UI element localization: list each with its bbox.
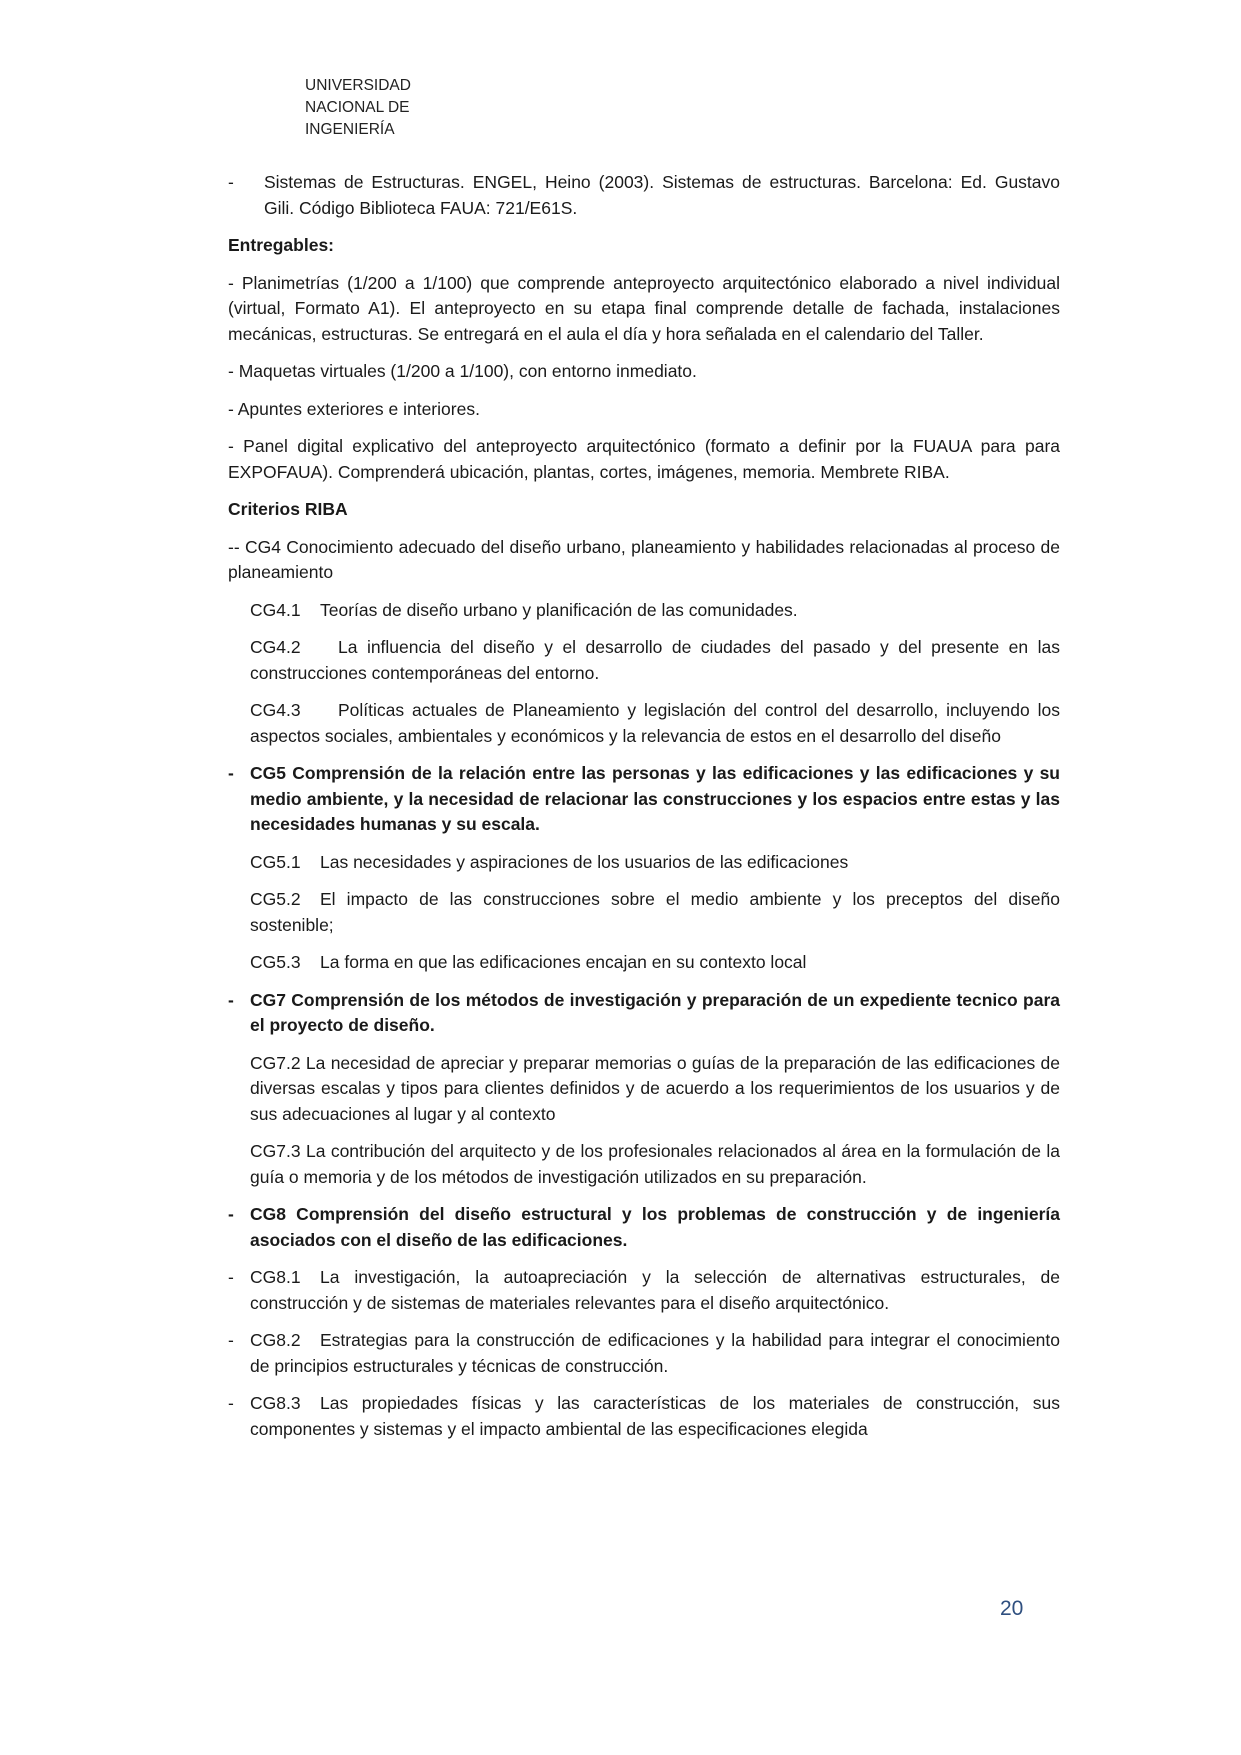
cg7-title: [228, 988, 1060, 1039]
criterion-item: [228, 635, 1060, 686]
criterion-item: [228, 698, 1060, 749]
cg7-title-text: CG7 Comprensión de los métodos de investigación y preparación de un expediente tecnico para el proyecto de diseño.: [250, 989, 1060, 1035]
criterion-code: CG4.2: [250, 637, 301, 657]
criterion-item: [228, 1139, 1060, 1190]
entregables-heading: Entregables:: [228, 235, 334, 255]
criterion-item: [228, 1051, 1060, 1128]
list-dash: -: [228, 1330, 234, 1350]
criterion-code: CG5.1: [250, 851, 301, 872]
criterion-text: Estrategias para la construcción de edificaciones y la habilidad para integrar el conocimiento de principios estructurales y técnicas de construcción.: [250, 1330, 1060, 1376]
criterion-item: [228, 950, 1060, 976]
criterion-text: Las propiedades físicas y las características de los materiales de construcción, sus componentes y sistemas y el impacto ambiental de las especificaciones elegida: [250, 1393, 1060, 1439]
criterios-heading: Criterios RIBA: [228, 499, 348, 519]
criterion-text: La influencia del diseño y el desarrollo de ciudades del pasado y del presente en las construcciones contemporáneas del entorno.: [250, 637, 1060, 683]
entregable-item: - Apuntes exteriores e interiores.: [228, 398, 480, 419]
criterion-code: CG8.3: [250, 1393, 301, 1413]
criterion-item: [228, 850, 1060, 876]
list-dash: -: [228, 1267, 234, 1287]
institution-header: [305, 75, 411, 141]
criterion-item: [228, 1265, 1060, 1316]
criterion-text: Teorías de diseño urbano y planificación de las comunidades.: [320, 599, 798, 620]
list-dash: -: [228, 989, 234, 1010]
bibliography-entry: [228, 170, 1060, 221]
cg8-title: [228, 1202, 1060, 1253]
criterion-code: CG8.2: [250, 1330, 301, 1350]
criterion-text: La contribución del arquitecto y de los profesionales relacionados al área en la formulación de la guía o memoria y de los métodos de investigación utilizados en su preparación.: [250, 1141, 1060, 1187]
cg8-title-text: CG8 Comprensión del diseño estructural y los problemas de construcción y de ingeniería asociados con el diseño de las edificaciones.: [250, 1204, 1060, 1250]
list-dash: -: [228, 763, 234, 783]
criterion-code: CG7.2: [250, 1052, 301, 1073]
header-line: INGENIERÍA: [305, 121, 395, 138]
criterion-code: CG5.3: [250, 952, 301, 972]
criterion-text: La necesidad de apreciar y preparar memorias o guías de la preparación de las edificaciones de diversas escalas y tipos para clientes definidos y de acuerdo a los requerimientos de los usuarios y de sus adecuaciones al lugar y al contexto: [250, 1052, 1060, 1124]
criterion-code: CG5.2: [250, 889, 301, 909]
page-content: [228, 170, 1060, 1454]
cg5-title-text: CG5 Comprensión de la relación entre las personas y las edificaciones y las edificaciones y su medio ambiente, y la necesidad de relacionar las construcciones y los espacios entre estas y las necesidades humanas y su escala.: [250, 763, 1060, 834]
criterion-text: Políticas actuales de Planeamiento y legislación del control del desarrollo, incluyendo los aspectos sociales, ambientales y económicos y la relevancia de estos en el desarrollo del diseño: [250, 700, 1060, 746]
bibliography-text: Sistemas de Estructuras. ENGEL, Heino (2003). Sistemas de estructuras. Barcelona: Ed. Gustavo Gili. Código Biblioteca FAUA: 721/E61S.: [264, 172, 1060, 218]
page-number: 20: [1000, 1597, 1024, 1620]
criterion-item: [228, 887, 1060, 938]
criterion-text: La investigación, la autoapreciación y la selección de alternativas estructurales, de construcción y de sistemas de materiales relevantes para el diseño arquitectónico.: [250, 1267, 1060, 1313]
criterion-text: La forma en que las edificaciones encajan en su contexto local: [320, 952, 807, 972]
cg5-title: [228, 761, 1060, 838]
entregable-item: - Planimetrías (1/200 a 1/100) que comprende anteproyecto arquitectónico elaborado a nivel individual (virtual, Formato A1). El anteproyecto en su etapa final comprende detalle de fachada, instalaciones mecánicas, estructuras. Se entregará en el aula el día y hora señalada en el calendario del Taller.: [228, 272, 1060, 344]
criterion-item: [228, 1391, 1060, 1442]
list-dash: -: [228, 1393, 234, 1413]
criterion-code: CG4.1: [250, 599, 301, 620]
criterion-code: CG8.1: [250, 1267, 301, 1287]
criterion-code: CG7.3: [250, 1141, 301, 1161]
criterion-text: El impacto de las construcciones sobre el medio ambiente y los preceptos del diseño sostenible;: [250, 889, 1060, 935]
header-line: NACIONAL DE: [305, 99, 410, 116]
entregable-item: - Maquetas virtuales (1/200 a 1/100), con entorno inmediato.: [228, 361, 697, 381]
criterion-item: [228, 1328, 1060, 1379]
list-dash: -: [228, 1204, 234, 1224]
entregable-item: - Panel digital explicativo del anteproyecto arquitectónico (formato a definir por la FUAUA para para EXPOFAUA). Comprenderá ubicación, plantas, cortes, imágenes, memoria. Membrete RIBA.: [228, 436, 1060, 482]
cg4-title: -- CG4 Conocimiento adecuado del diseño urbano, planeamiento y habilidades relacionadas al proceso de planeamiento: [228, 536, 1060, 582]
header-line: UNIVERSIDAD: [305, 77, 411, 94]
criterion-text: Las necesidades y aspiraciones de los usuarios de las edificaciones: [320, 851, 849, 872]
list-dash: -: [228, 172, 234, 192]
criterion-item: [228, 598, 1060, 624]
criterion-code: CG4.3: [250, 700, 301, 720]
